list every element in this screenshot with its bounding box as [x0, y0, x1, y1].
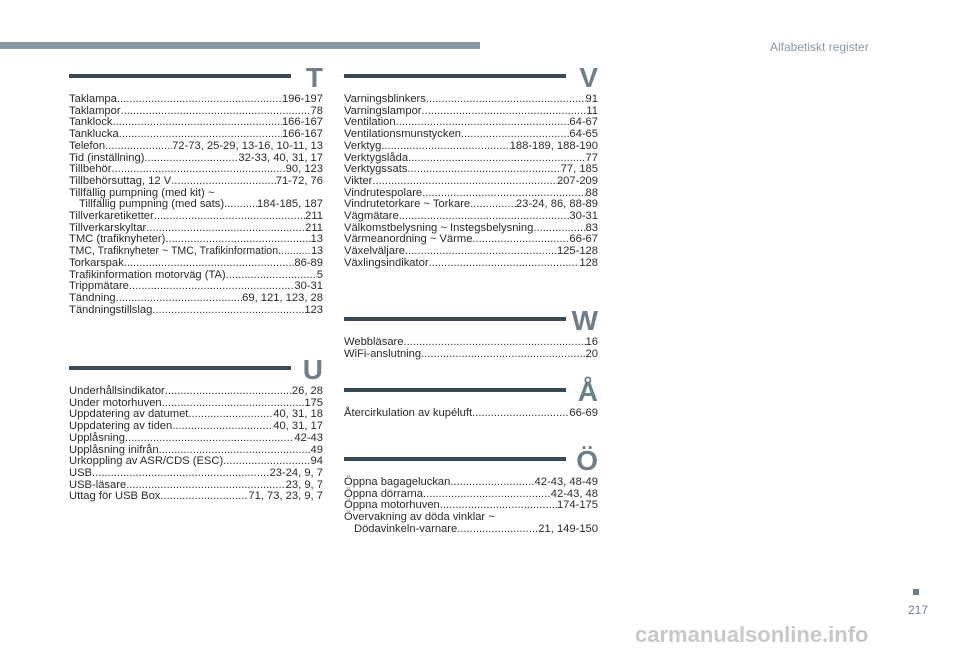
index-entry: Taklampa ..... 196-197	[69, 94, 323, 106]
index-entry: Varningslampor ..... 11	[344, 106, 598, 118]
index-entry: Växelväljare ..... 125-128	[344, 246, 598, 258]
index-entry: Vindrutespolare ..... 88	[344, 188, 598, 200]
section-header	[344, 305, 598, 337]
index-entry: TMC (trafiknyheter) ..... 13	[69, 234, 323, 246]
index-entry: Upplåsning ..... 42-43	[69, 433, 323, 445]
index-entry: Värmeanordning ~ Värme ..... 66-67	[344, 234, 598, 246]
index-entry: Uttag för USB Box ..... 71, 73, 23, 9, 7	[69, 491, 323, 503]
index-entry: Öppna motorhuven ..... 174-175	[344, 500, 598, 512]
index-list	[69, 386, 323, 503]
section-divider	[69, 74, 291, 78]
index-entry: Varningsblinkers ..... 91	[344, 94, 598, 106]
index-entry: Tillverkaretiketter ..... 211	[69, 211, 323, 223]
index-entry: Tillbehörsuttag, 12 V ..... 71-72, 76	[69, 176, 323, 188]
header-bar	[0, 42, 480, 49]
section-u	[69, 354, 323, 503]
index-entry: Taklampor ..... 78	[69, 106, 323, 118]
page-number: 217	[908, 603, 929, 617]
index-entry: Under motorhuven ..... 175	[69, 398, 323, 410]
watermark: carmanualsonline.info	[635, 622, 869, 647]
index-entry: Underhållsindikator ..... 26, 28	[69, 386, 323, 398]
section-divider	[344, 317, 566, 321]
index-entry: Verktygssats ..... 77, 185	[344, 164, 598, 176]
index-entry: Vindrutetorkare ~ Torkare ..... 23-24, 86, 88-89	[344, 199, 598, 211]
section-letter: U	[302, 354, 323, 385]
index-entry: Verktygslåda ..... 77	[344, 153, 598, 165]
index-entry: WiFi-anslutning ..... 20	[344, 349, 598, 361]
index-entry: Uppdatering av tiden ..... 40, 31, 17	[69, 421, 323, 433]
index-entry: Öppna dörrarna ..... 42-43, 48	[344, 489, 598, 501]
index-entry: Urkoppling av ASR/CDS (ESC) ..... 94	[69, 456, 323, 468]
index-entry: Välkomstbelysning ~ Instegsbelysning ..... 83	[344, 223, 598, 235]
index-entry: Trippmätare ..... 30-31	[69, 281, 323, 293]
section-header	[344, 376, 598, 408]
index-entry: Växlingsindikator ..... 128	[344, 258, 598, 270]
section-header	[69, 62, 323, 94]
index-entry: Verktyg ..... 188-189, 188-190	[344, 141, 598, 153]
section-header	[69, 354, 323, 386]
section-divider	[344, 74, 566, 78]
section-letter: Ö	[576, 445, 598, 476]
section-divider	[344, 388, 566, 392]
section-divider	[69, 366, 291, 370]
section-divider	[344, 457, 566, 461]
page-header-title: Alfabetiskt register	[770, 40, 869, 54]
index-entry: Tändning ..... 69, 121, 123, 28	[69, 293, 323, 305]
index-entry: Telefon ..... 72-73, 25-29, 13-16, 10-11, 13	[69, 141, 323, 153]
index-entry: Övervakning av döda vinklar ~	[344, 511, 495, 524]
index-entry: Tillfällig pumpning (med sats) ..... 184-185, 187	[69, 199, 323, 211]
index-entry: Tanklock ..... 166-167	[69, 117, 323, 129]
section-a-ring	[344, 376, 598, 420]
section-t	[69, 62, 323, 316]
index-entry: Öppna bagageluckan ..... 42-43, 48-49	[344, 477, 598, 489]
section-header	[344, 445, 598, 477]
index-entry: Tillbehör ..... 90, 123	[69, 164, 323, 176]
index-entry: Tanklucka ..... 166-167	[69, 129, 323, 141]
index-entry: Tid (inställning) ..... 32-33, 40, 31, 17	[69, 153, 323, 165]
section-letter: V	[579, 62, 598, 93]
index-list	[344, 408, 598, 420]
index-entry: Ventilation ..... 64-67	[344, 117, 598, 129]
index-list	[69, 94, 323, 316]
index-entry: Ventilationsmunstycken ..... 64-65	[344, 129, 598, 141]
index-entry: Tändningstillslag ..... 123	[69, 305, 323, 317]
index-entry: USB-läsare ..... 23, 9, 7	[69, 480, 323, 492]
index-entry: Torkarspak ..... 86-89	[69, 258, 323, 270]
index-entry: Återcirkulation av kupéluft ..... 66-69	[344, 408, 598, 420]
section-w	[344, 305, 598, 360]
index-entry: Tillverkarskyltar ..... 211	[69, 223, 323, 235]
index-list	[344, 94, 598, 270]
index-entry: TMC, Trafiknyheter ~ TMC, Trafikinformation ..... 13	[69, 246, 323, 258]
section-v	[344, 62, 598, 270]
index-list	[344, 337, 598, 360]
index-entry: Dödavinkeln-varnare ..... 21, 149-150	[344, 524, 598, 536]
index-entry: Webbläsare ..... 16	[344, 337, 598, 349]
index-list	[344, 477, 598, 536]
index-entry: Tillfällig pumpning (med kit) ~	[69, 186, 215, 199]
section-letter: W	[571, 305, 598, 336]
index-entry: Trafikinformation motorväg (TA) ..... 5	[69, 270, 323, 282]
section-header	[344, 62, 598, 94]
section-letter: Å	[577, 376, 598, 407]
section-o-umlaut	[344, 445, 598, 536]
index-entry: Vikter ..... 207-209	[344, 176, 598, 188]
index-entry: USB ..... 23-24, 9, 7	[69, 468, 323, 480]
index-entry: Vägmätare ..... 30-31	[344, 211, 598, 223]
index-entry: Uppdatering av datumet ..... 40, 31, 18	[69, 409, 323, 421]
section-letter: T	[305, 62, 323, 93]
index-entry: Upplåsning inifrån ..... 49	[69, 445, 323, 457]
page-marker	[913, 589, 919, 595]
